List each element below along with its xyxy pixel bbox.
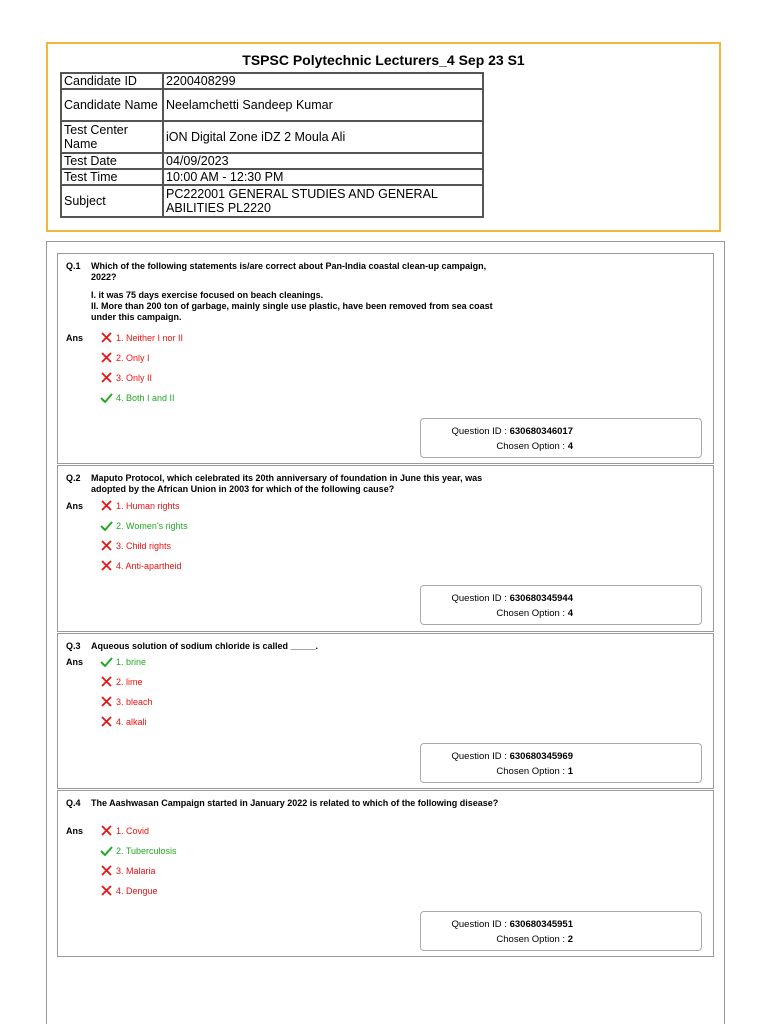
option-label: 4. alkali <box>116 716 147 727</box>
option-label: 4. Dengue <box>116 885 158 896</box>
option-2 <box>100 676 143 687</box>
option-label: 1. brine <box>116 656 147 667</box>
ans-label: Ans <box>66 501 84 511</box>
chosen-option-label: Chosen Option : <box>496 608 566 619</box>
question-meta-box <box>420 585 702 625</box>
cross-icon <box>100 500 113 511</box>
option-label: 1. Covid <box>116 825 150 836</box>
option-2 <box>100 845 177 856</box>
test-date-value: 04/09/2023 <box>163 153 483 169</box>
question-stem: Maputo Protocol, which celebrated its 20th anniversary of foundation in June this year, was adopted by the African Union in 2003 for which of the following cause? <box>91 473 483 494</box>
cross-icon <box>100 865 113 876</box>
cross-icon <box>100 825 113 836</box>
cross-icon <box>100 352 113 363</box>
question-id-label: Question ID : <box>451 751 507 762</box>
chosen-option-label: Chosen Option : <box>496 441 566 452</box>
option-label: 1. Neither I nor II <box>116 332 184 343</box>
subject-value: PC222001 GENERAL STUDIES AND GENERAL ABILITIES PL2220 <box>163 185 483 217</box>
chosen-option-row <box>421 766 573 777</box>
candidate-id-label: Candidate ID <box>61 73 163 89</box>
question-panel-1 <box>57 253 714 464</box>
option-3 <box>100 696 153 707</box>
chosen-option-row <box>421 934 573 945</box>
cross-icon <box>100 540 113 551</box>
question-meta-box <box>420 418 702 458</box>
option-label: 3. Child rights <box>116 540 172 551</box>
question-text <box>91 261 511 323</box>
question-panel-2 <box>57 465 714 632</box>
question-id-row <box>421 593 573 604</box>
question-id-value: 630680345944 <box>509 593 573 604</box>
candidate-name-value: Neelamchetti Sandeep Kumar <box>163 89 483 121</box>
ans-label: Ans <box>66 333 84 343</box>
option-label: 2. lime <box>116 676 143 687</box>
cross-icon <box>100 560 113 571</box>
question-panel-4 <box>57 790 714 957</box>
candidate-header <box>46 42 721 232</box>
option-label: 4. Both I and II <box>116 392 175 403</box>
cross-icon <box>100 676 113 687</box>
option-label: 3. Only II <box>116 372 153 383</box>
ans-label: Ans <box>66 657 84 667</box>
chosen-option-value: 2 <box>567 934 573 945</box>
candidate-name-label: Candidate Name <box>61 89 163 121</box>
option-1 <box>100 656 146 667</box>
chosen-option-value: 1 <box>567 766 573 777</box>
question-stem: Aqueous solution of sodium chloride is called _____. <box>91 641 319 651</box>
option-4 <box>100 392 175 403</box>
question-id-value: 630680346017 <box>509 426 573 437</box>
option-3 <box>100 865 156 876</box>
question-number: Q.1 <box>66 261 81 271</box>
question-stem: The Aashwasan Campaign started in January 2022 is related to which of the following disease? <box>91 798 499 808</box>
question-number: Q.2 <box>66 473 81 483</box>
question-id-value: 630680345951 <box>509 919 573 930</box>
question-text <box>91 641 511 652</box>
statement-1: I. it was 75 days exercise focused on beach cleanings. <box>91 290 324 300</box>
option-label: 1. Human rights <box>116 500 180 511</box>
candidate-id-value: 2200408299 <box>163 73 483 89</box>
test-center-value: iON Digital Zone iDZ 2 Moula Ali <box>163 121 483 153</box>
question-statements <box>91 290 511 323</box>
cross-icon <box>100 716 113 727</box>
candidate-info-table <box>60 72 484 218</box>
option-3 <box>100 372 152 383</box>
question-id-row <box>421 751 573 762</box>
cross-icon <box>100 696 113 707</box>
check-icon <box>100 520 113 531</box>
question-id-value: 630680345969 <box>509 751 573 762</box>
question-id-row <box>421 919 573 930</box>
chosen-option-label: Chosen Option : <box>496 766 566 777</box>
question-stem: Which of the following statements is/are correct about Pan-India coastal clean-up campaign, 2022? <box>91 261 487 282</box>
question-meta-box <box>420 911 702 951</box>
option-1 <box>100 825 149 836</box>
chosen-option-row <box>421 608 573 619</box>
test-center-label: Test Center Name <box>61 121 163 153</box>
option-1 <box>100 500 180 511</box>
option-4 <box>100 560 182 571</box>
check-icon <box>100 392 113 403</box>
chosen-option-label: Chosen Option : <box>496 934 566 945</box>
test-time-value: 10:00 AM - 12:30 PM <box>163 169 483 185</box>
question-number: Q.3 <box>66 641 81 651</box>
option-4 <box>100 716 147 727</box>
question-panel-3 <box>57 633 714 789</box>
test-time-label: Test Time <box>61 169 163 185</box>
chosen-option-value: 4 <box>567 441 573 452</box>
option-label: 2. Only I <box>116 352 150 363</box>
question-text <box>91 473 511 495</box>
question-number: Q.4 <box>66 798 81 808</box>
option-1 <box>100 332 183 343</box>
question-id-label: Question ID : <box>451 919 507 930</box>
ans-label: Ans <box>66 826 84 836</box>
subject-label: Subject <box>61 185 163 217</box>
option-2 <box>100 352 150 363</box>
question-id-label: Question ID : <box>451 426 507 437</box>
chosen-option-value: 4 <box>567 608 573 619</box>
cross-icon <box>100 885 113 896</box>
statement-2: II. More than 200 ton of garbage, mainly single use plastic, have been removed from sea coast under this campaign. <box>91 301 493 322</box>
question-id-row <box>421 426 573 437</box>
cross-icon <box>100 372 113 383</box>
cross-icon <box>100 332 113 343</box>
option-label: 3. bleach <box>116 696 153 707</box>
page-title: TSPSC Polytechnic Lecturers_4 Sep 23 S1 <box>242 52 525 68</box>
question-id-label: Question ID : <box>451 593 507 604</box>
option-3 <box>100 540 171 551</box>
option-label: 2. Women's rights <box>116 520 188 531</box>
check-icon <box>100 845 113 856</box>
option-label: 3. Malaria <box>116 865 156 876</box>
option-label: 2. Tuberculosis <box>116 845 177 856</box>
option-4 <box>100 885 158 896</box>
test-date-label: Test Date <box>61 153 163 169</box>
chosen-option-row <box>421 441 573 452</box>
option-2 <box>100 520 188 531</box>
question-text <box>91 798 511 809</box>
question-meta-box <box>420 743 702 783</box>
check-icon <box>100 656 113 667</box>
option-label: 4. Anti-apartheid <box>116 560 182 571</box>
